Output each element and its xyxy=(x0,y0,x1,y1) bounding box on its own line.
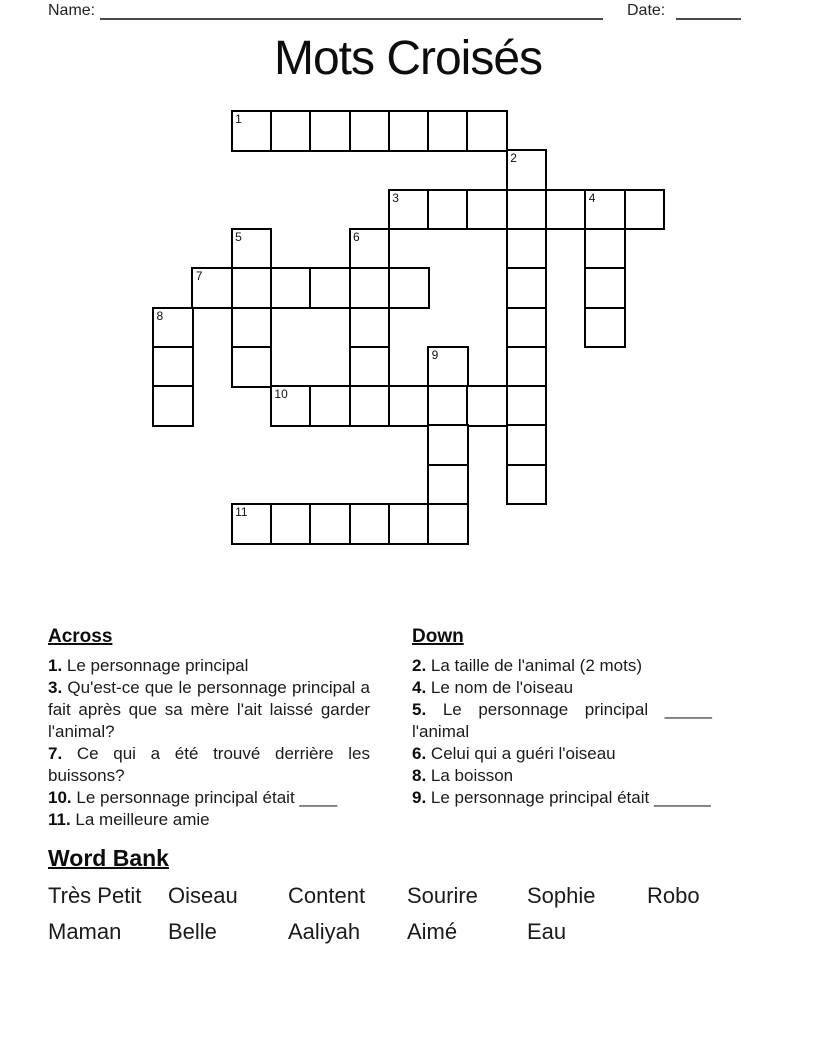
clue-item xyxy=(412,699,712,743)
grid-cell xyxy=(545,189,587,231)
grid-cell xyxy=(584,228,626,270)
page-title: Mots Croisés xyxy=(273,32,543,85)
date-line xyxy=(676,2,741,20)
across-heading: Across xyxy=(48,626,113,647)
grid-cell xyxy=(584,307,626,349)
clue-text: Le personnage principal xyxy=(62,656,249,675)
clue-text: La meilleure amie xyxy=(70,810,210,829)
grid-cell xyxy=(309,267,351,309)
across-clues-section xyxy=(48,627,370,831)
grid-cell xyxy=(231,110,273,152)
grid-cell xyxy=(270,503,312,545)
clue-number: 7. xyxy=(48,744,63,763)
clue-number: 1. xyxy=(48,656,63,675)
clue-number: 4. xyxy=(412,678,427,697)
clue-item xyxy=(48,787,370,809)
grid-cell xyxy=(270,267,312,309)
grid-cell xyxy=(427,464,469,506)
name-label: Name: xyxy=(48,2,96,19)
grid-cell xyxy=(388,189,430,231)
grid-cell xyxy=(584,189,626,231)
down-clue-list xyxy=(412,655,712,809)
grid-cell xyxy=(466,385,508,427)
grid-cell xyxy=(584,267,626,309)
across-clue-list xyxy=(48,655,370,831)
grid-cell xyxy=(388,503,430,545)
grid-cell xyxy=(349,110,391,152)
cell-number: 3 xyxy=(392,190,399,205)
word-bank-item: Oiseau xyxy=(168,883,238,908)
clue-text: La boisson xyxy=(426,766,514,785)
grid-cell xyxy=(466,189,508,231)
clue-item xyxy=(412,677,712,699)
grid-cell xyxy=(231,228,273,270)
clue-item xyxy=(48,655,370,677)
word-bank-item: Maman xyxy=(48,919,122,944)
clue-number: 8. xyxy=(412,766,427,785)
down-heading: Down xyxy=(412,626,464,647)
clue-number: 9. xyxy=(412,788,427,807)
grid-cell xyxy=(231,346,273,388)
word-bank-item: Sophie xyxy=(527,883,596,908)
clue-item xyxy=(412,765,712,787)
clue-item xyxy=(412,655,712,677)
word-bank-item: Belle xyxy=(168,919,217,944)
clue-number: 5. xyxy=(412,700,427,719)
grid-cell xyxy=(506,149,548,191)
clue-number: 10. xyxy=(48,788,72,807)
grid-cell xyxy=(466,110,508,152)
grid-cell xyxy=(349,385,391,427)
grid-cell xyxy=(309,385,351,427)
clue-text: La taille de l'animal (2 mots) xyxy=(426,656,643,675)
clue-number: 6. xyxy=(412,744,427,763)
grid-cell xyxy=(506,464,548,506)
clue-text: Le personnage principal était ______ xyxy=(426,788,711,807)
clue-item xyxy=(48,677,370,743)
grid-cell xyxy=(349,503,391,545)
clue-number: 11. xyxy=(48,810,71,829)
clue-text: Le nom de l'oiseau xyxy=(426,678,574,697)
cell-number: 10 xyxy=(274,387,288,402)
grid-cell xyxy=(506,307,548,349)
grid-cell xyxy=(427,503,469,545)
grid-cell xyxy=(152,346,194,388)
word-bank-item: Content xyxy=(288,883,366,908)
grid-cell xyxy=(506,346,548,388)
grid-cell xyxy=(349,267,391,309)
grid-cell xyxy=(309,503,351,545)
word-bank xyxy=(48,884,768,944)
grid-cell xyxy=(349,346,391,388)
grid-cell xyxy=(309,110,351,152)
grid-cell xyxy=(349,307,391,349)
grid-cell xyxy=(152,307,194,349)
clue-item xyxy=(48,743,370,787)
grid-cell xyxy=(427,110,469,152)
cell-number: 5 xyxy=(235,229,242,244)
cell-number: 8 xyxy=(156,308,164,323)
word-bank-heading: Word Bank xyxy=(48,845,169,871)
clue-text: Ce qui a été trouvé derrière les buissons? xyxy=(48,744,370,785)
grid-cell xyxy=(231,307,273,349)
grid-cell xyxy=(506,385,548,427)
grid-cell xyxy=(388,385,430,427)
cell-number: 1 xyxy=(235,112,242,126)
cell-number: 7 xyxy=(195,269,203,284)
cell-number: 4 xyxy=(588,190,596,205)
clue-item xyxy=(412,743,712,765)
cell-number: 2 xyxy=(510,151,517,166)
word-bank-item: Robo xyxy=(647,883,700,908)
clue-text: Qu'est-ce que le personnage principal a fait après que sa mère l'ait laissé garder l'animal? xyxy=(48,678,370,741)
grid-cell xyxy=(506,228,548,270)
grid-cell xyxy=(427,189,469,231)
grid-cell xyxy=(231,267,273,309)
clue-text: Celui qui a guéri l'oiseau xyxy=(426,744,616,763)
grid-cell xyxy=(388,110,430,152)
down-clues-section xyxy=(412,627,712,809)
grid-cell xyxy=(349,228,391,270)
grid-cell xyxy=(427,346,469,388)
clue-number: 3. xyxy=(48,678,63,697)
clue-text: Le personnage principal _____ l'animal xyxy=(412,700,712,741)
word-bank-item: Aaliyah xyxy=(288,919,361,944)
name-line xyxy=(100,2,603,20)
grid-cell xyxy=(506,189,548,231)
date-label: Date: xyxy=(627,2,666,19)
grid-cell xyxy=(270,385,312,427)
grid-cell xyxy=(506,424,548,466)
grid-cell xyxy=(388,267,430,309)
word-bank-item: Sourire xyxy=(407,883,478,908)
word-bank-item: Très Petit xyxy=(48,883,142,908)
grid-cell xyxy=(624,189,666,231)
grid-cell xyxy=(152,385,194,427)
cell-number: 6 xyxy=(353,229,360,244)
grid-cell xyxy=(231,503,273,545)
clue-item xyxy=(412,787,712,809)
grid-cell xyxy=(191,267,233,309)
grid-cell xyxy=(427,424,469,466)
cell-number: 9 xyxy=(431,347,439,362)
word-bank-item: Aimé xyxy=(407,919,458,944)
grid-cell xyxy=(427,385,469,427)
grid-cell xyxy=(506,267,548,309)
clue-text: Le personnage principal était ____ xyxy=(71,788,338,807)
clue-number: 2. xyxy=(412,656,427,675)
cell-number: 11 xyxy=(235,505,248,519)
grid-cell xyxy=(270,110,312,152)
clue-item xyxy=(48,809,370,831)
word-bank-item: Eau xyxy=(527,919,567,944)
